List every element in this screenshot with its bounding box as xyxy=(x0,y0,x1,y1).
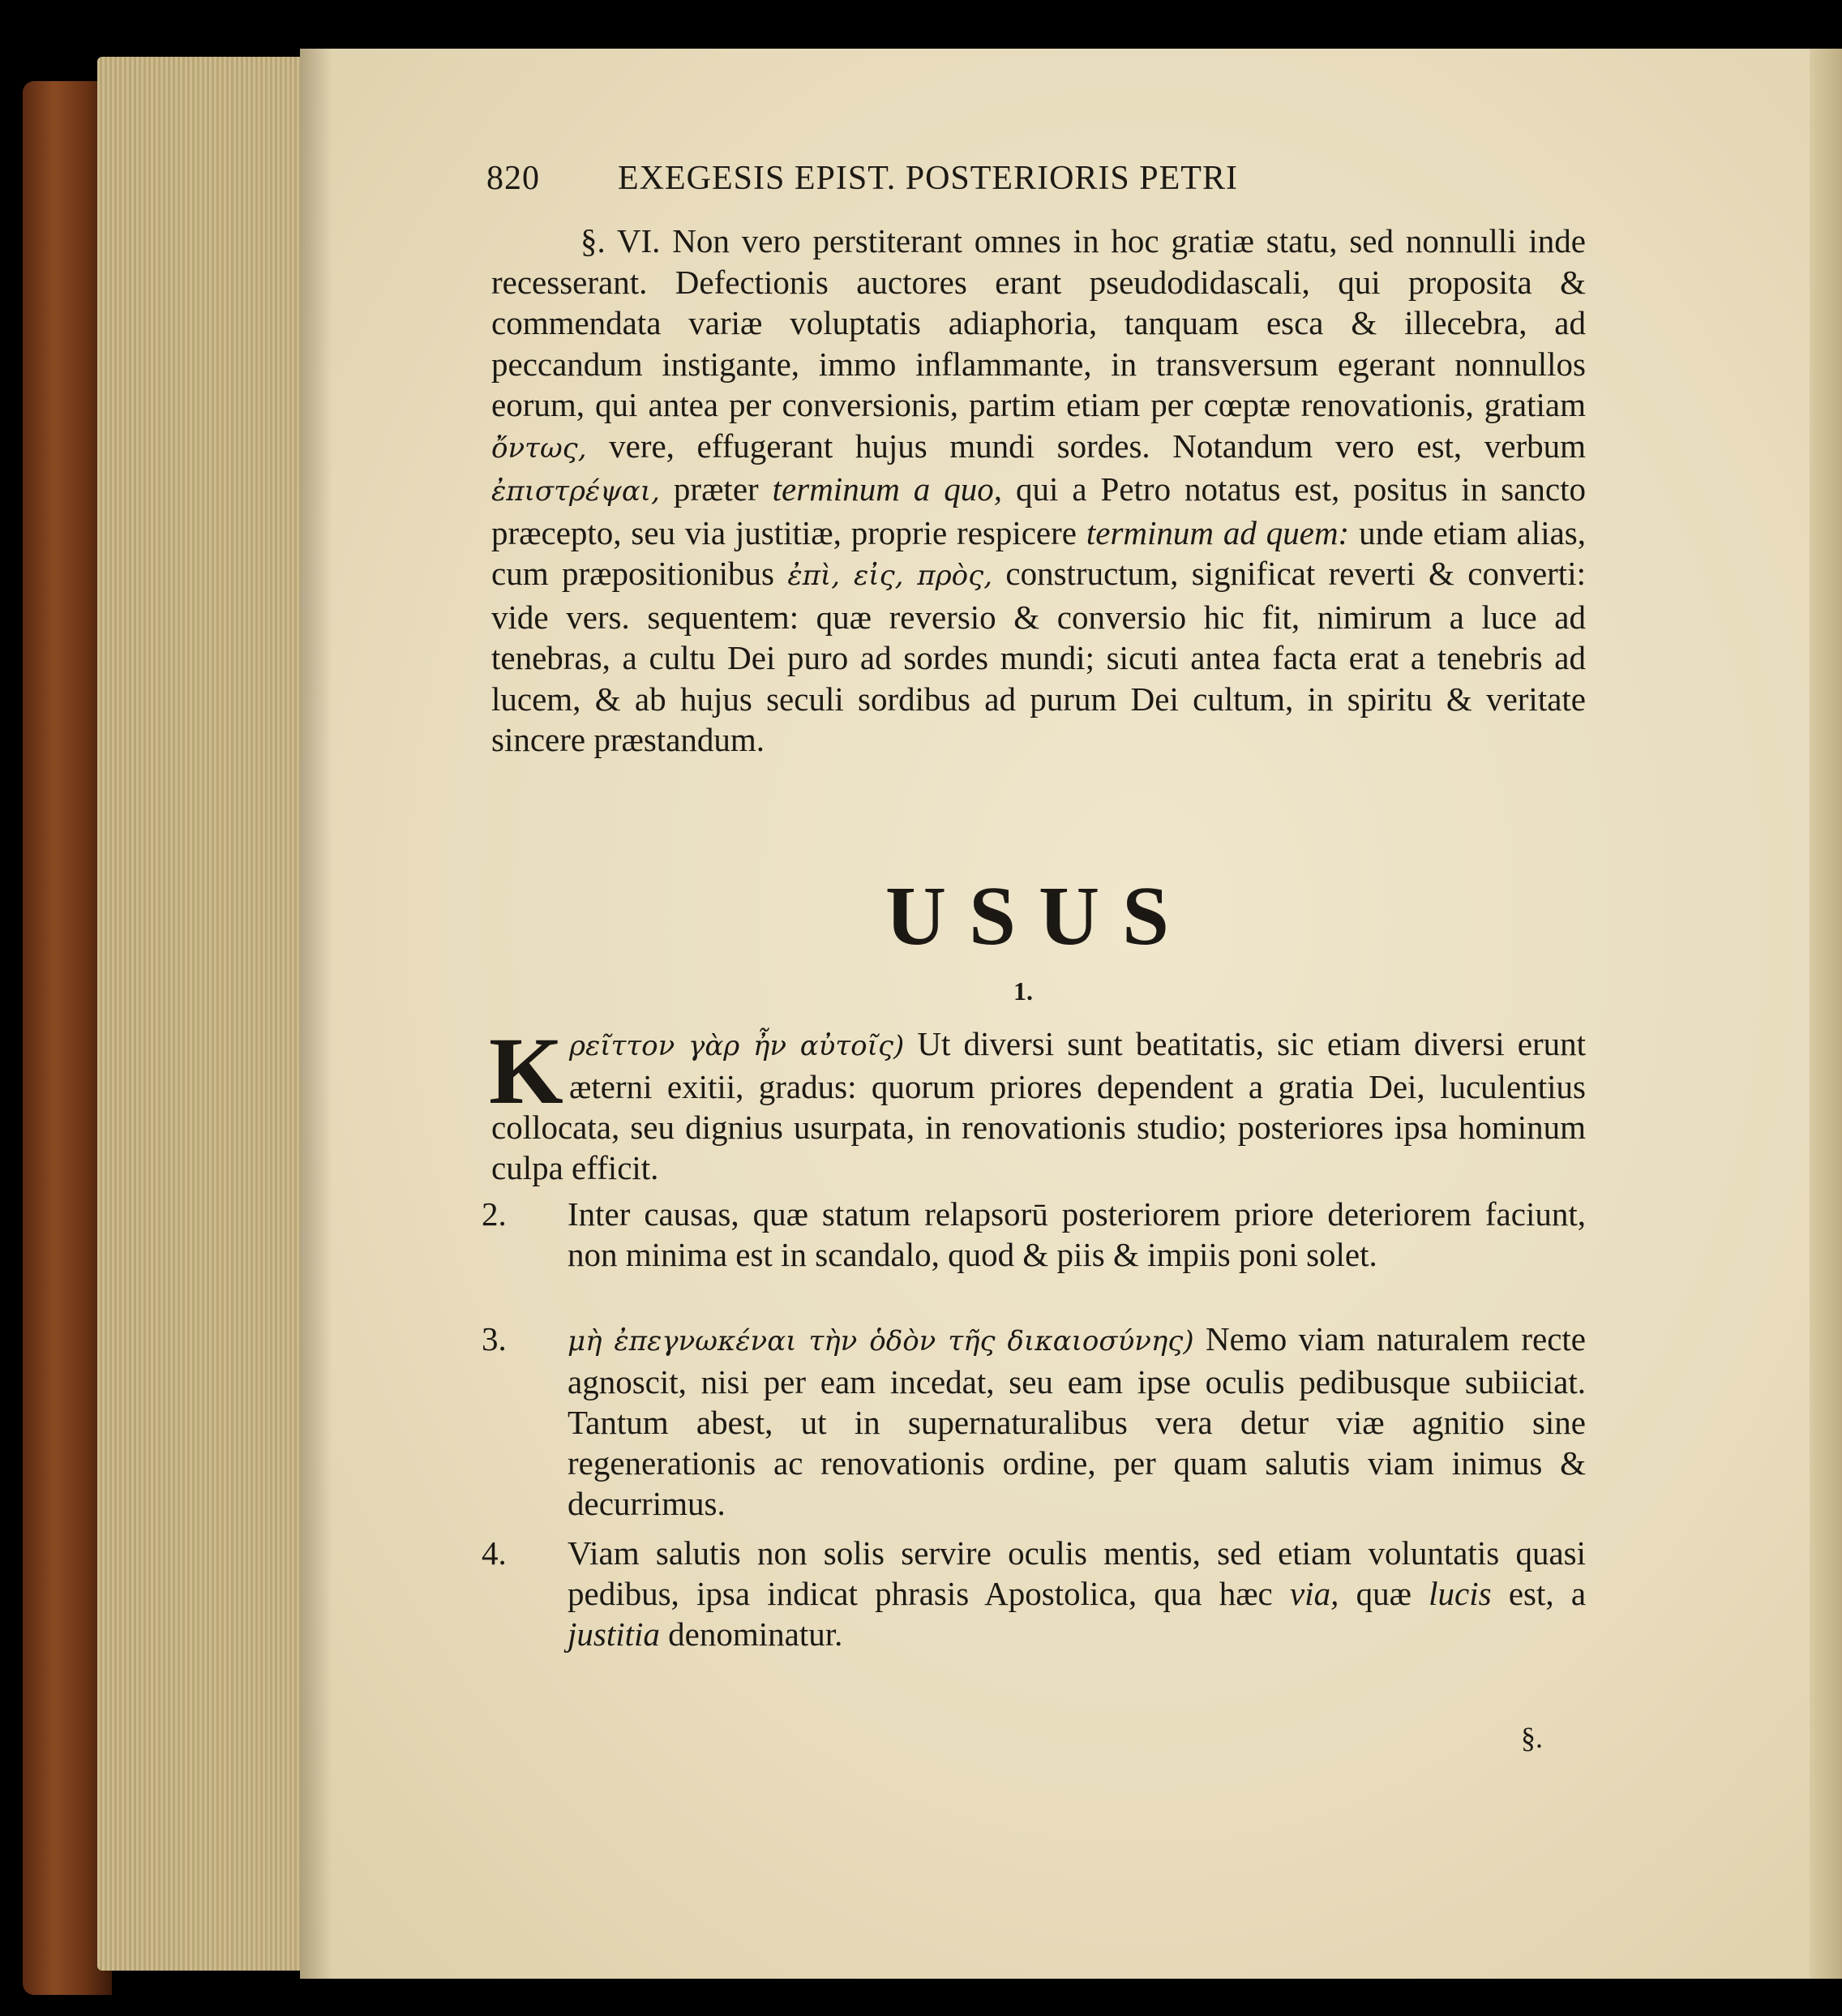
running-title: EXEGESIS EPIST. POSTERIORIS PETRI xyxy=(618,160,1238,197)
section-vi-paragraph xyxy=(491,221,1586,761)
italic-term: justitia xyxy=(568,1615,660,1653)
section-text: Non vero perstiterant omnes in hoc gratiæ statu, sed nonnulli inde recesserant. Defectionis auctores erant pseudodidascali, qui proposita & commendata variæ voluptatis adiaphoria, tanquam esca & illecebra, ad peccandum instigante, immo inflammante, in transversum egerant nonnullos eorum, qui antea per conversionis, partim etiam per cœptæ renovationis, gratiam xyxy=(491,222,1586,423)
section-text: qui a Petro notatus est, positus in sancto præcepto, seu via justitiæ, proprie respicere xyxy=(491,470,1587,551)
catchword: §. xyxy=(1521,1722,1543,1754)
usus-item-3 xyxy=(482,1319,1586,1524)
section-text: constructum, significat reverti & converti: vide vers. sequentem: quæ reversio & conversio hic fit, nimirum a luce ad tenebras, a cultu Dei puro ad sordes mundi; sicuti antea facta erat a tenebris ad lucem, & ab hujus seculi sordibus ad purum Dei cultum, in spiritu & veritate sincere præstandum. xyxy=(491,555,1586,758)
running-header xyxy=(486,159,1621,198)
usus-item-text: quæ xyxy=(1356,1575,1411,1612)
usus-heading: USUS xyxy=(885,869,1192,963)
usus-item-text: est, a xyxy=(1508,1575,1587,1612)
section-text: præter xyxy=(673,470,759,508)
usus-item-text: Inter causas, quæ statum relapsorū posteriorem priore deteriorem faciunt, non minima est in scandalo, quod & piis & impiis poni solet. xyxy=(568,1195,1586,1273)
usus-item-text: denominatur. xyxy=(668,1615,843,1653)
usus-item-2 xyxy=(482,1194,1586,1275)
usus-item-number: 4. xyxy=(482,1534,507,1572)
usus-item-text: Ut diversi sunt beatitatis, sic etiam diversi erunt æterni exitii, gradus: quorum priores dependent a gratia Dei, luculentius collocata, seu dignius usurpata, in renovationis studio; posteriores ipsa hominum culpa efficit. xyxy=(491,1025,1586,1186)
greek-word: ὄντως, xyxy=(491,431,587,465)
page-number: 820 xyxy=(486,160,540,197)
italic-term: via, xyxy=(1289,1575,1339,1612)
usus-item-text: Viam salutis non solis servire oculis mentis, sed etiam voluntatis quasi pedibus, ipsa indicat phrasis Apostolica, qua hæc xyxy=(568,1534,1586,1612)
usus-item-4 xyxy=(482,1533,1587,1654)
gutter-shadow xyxy=(300,49,332,1979)
facing-page-edge xyxy=(1810,49,1842,1979)
greek-lemma: μὴ ἐπεγνωκέναι τὴν ὁδὸν τῆς δικαιοσύνης) xyxy=(568,1325,1194,1358)
greek-word: ἐπὶ, εἰς, πρὸς, xyxy=(787,560,993,592)
section-text: unde etiam alias, cum præpositionibus xyxy=(491,513,1586,592)
page-edges xyxy=(97,57,308,1971)
drop-cap: K xyxy=(489,1018,563,1124)
usus-item-text: Nemo viam naturalem recte agnoscit, nisi per eam incedat, seu eam ipse oculis pedibusque subiiciat. Tantum abest, ut in supernaturalibus vera detur viæ agnitio sine regenerationis ac renovationis ordine, per quam salutis viam inimus & decurrimus. xyxy=(568,1320,1586,1522)
italic-term: lucis xyxy=(1429,1575,1492,1612)
section-label: §. VI. xyxy=(580,222,661,260)
usus-item-number: 1. xyxy=(1013,976,1033,1006)
usus-item-number: 3. xyxy=(482,1320,507,1358)
greek-word: ἐπιστρέψαι, xyxy=(491,475,660,508)
section-text: vere, effugerant hujus mundi sordes. Notandum vero est, verbum xyxy=(609,427,1586,465)
italic-term: terminum a quo, xyxy=(772,470,1003,508)
italic-term: terminum ad quem: xyxy=(1086,513,1350,551)
usus-item-number: 2. xyxy=(482,1195,507,1233)
usus-item-1 xyxy=(489,1018,1586,1188)
greek-lemma: ρεῖττον γὰρ ἦν αὐτοῖς) xyxy=(569,1030,905,1062)
